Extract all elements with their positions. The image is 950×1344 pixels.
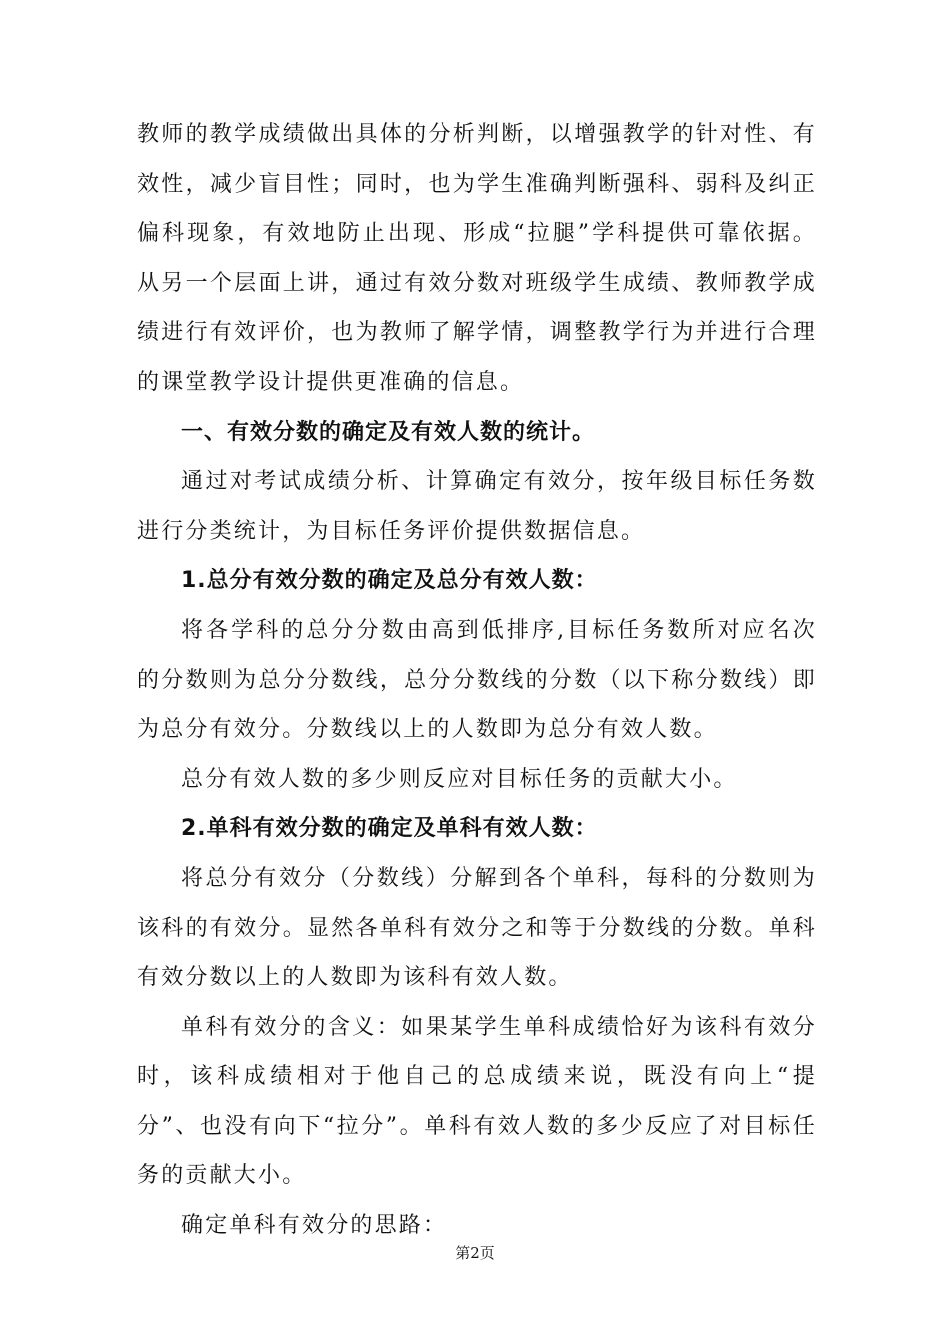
paragraph-approach: 确定单科有效分的思路： <box>181 1213 448 1239</box>
paragraph-total-score: 将各学科的总分分数由高到低排序,目标任务数所对应名次的分数则为总分分数线，总分分数线的分数（以下称分数线）即为总分有效分。分数线以上的人数即为总分有效人数。 <box>137 617 817 743</box>
paragraph-continuation: 教师的教学成绩做出具体的分析判断，以增强教学的针对性、有效性，减少盲目性；同时，也为学生准确判断强科、弱科及纠正偏科现象，有效地防止出现、形成“拉腿”学科提供可靠依据。从另一个层面上讲，通过有效分数对班级学生成绩、教师教学成绩进行有效评价，也为教师了解学情，调整教学行为并进行合理的课堂教学设计提供更准确的信息。 <box>137 122 817 395</box>
section-heading-1: 一、有效分数的确定及有效人数的统计。 <box>181 419 596 445</box>
paragraph-intro: 通过对考试成绩分析、计算确定有效分，按年级目标任务数进行分类统计，为目标任务评价提供数据信息。 <box>137 469 817 544</box>
paragraph-single-subject: 将总分有效分（分数线）分解到各个单科，每科的分数则为该科的有效分。显然各单科有效分之和等于分数线的分数。单科有效分数以上的人数即为该科有效人数。 <box>137 865 817 991</box>
paragraph-meaning: 单科有效分的含义：如果某学生单科成绩恰好为该科有效分时，该科成绩相对于他自己的总成绩来说，既没有向上“提分”、也没有向下“拉分”。单科有效人数的多少反应了对目标任务的贡献大小。 <box>137 1014 817 1189</box>
subheading-2: 2.单科有效分数的确定及单科有效人数： <box>181 816 598 842</box>
document-page <box>137 110 817 1251</box>
page-number: 第2页 <box>455 1244 495 1262</box>
paragraph-total-count: 总分有效人数的多少则反应对目标任务的贡献大小。 <box>181 766 738 792</box>
subheading-1: 1.总分有效分数的确定及总分有效人数： <box>181 568 598 594</box>
